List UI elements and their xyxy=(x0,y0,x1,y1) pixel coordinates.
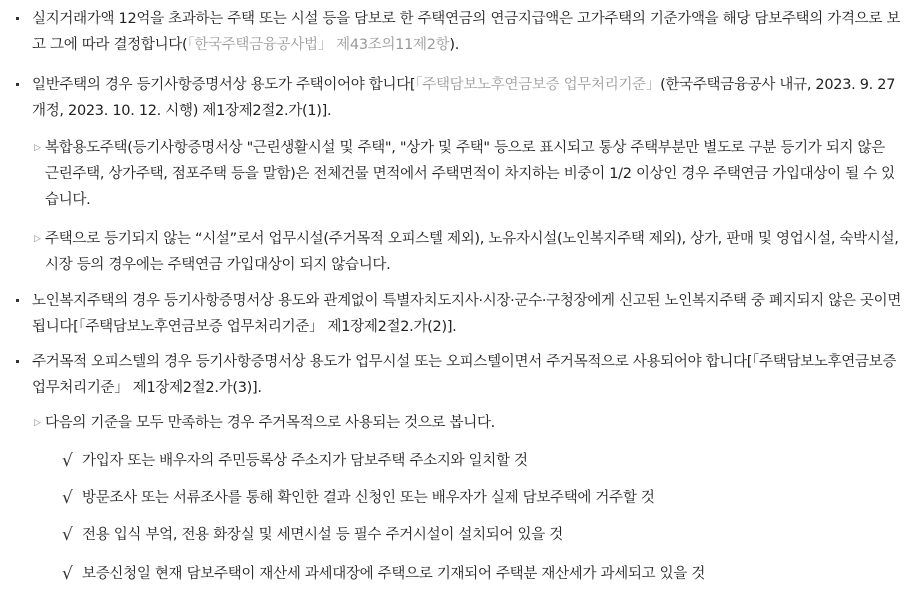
check-icon: √ xyxy=(62,451,73,471)
bullet-marker xyxy=(16,83,19,86)
check-text: 보증신청일 현재 담보주택이 재산세 과세대장에 주택으로 기재되어 주택분 재산세가 과세되고 있을 것 xyxy=(82,566,706,582)
bullet-marker xyxy=(16,299,19,302)
triangle-marker: ▷ xyxy=(34,143,41,153)
check-item xyxy=(62,485,902,511)
check-icon: √ xyxy=(62,488,73,508)
paragraph-text: 주거목적 오피스텔의 경우 등기사항증명서상 용도가 업무시설 또는 오피스텔이면서 주거목적으로 사용되어야 합니다[「주택담보노후연금보증 업무처리기준」 제1장제2절2.가(3)]. xyxy=(32,354,897,396)
sub-item xyxy=(34,135,900,213)
check-item xyxy=(62,522,902,548)
check-text: 가입자 또는 배우자의 주민등록상 주소지가 담보주택 주소지와 일치할 것 xyxy=(82,453,528,469)
guideline-link[interactable]: 「주택담보노후연금보증 업무처리기준」 xyxy=(415,77,661,93)
check-item xyxy=(62,448,902,474)
sub-item xyxy=(34,226,900,278)
bullet-item xyxy=(16,6,904,58)
check-text: 전용 입식 부엌, 전용 화장실 및 세면시설 등 필수 주거시설이 설치되어 있을 것 xyxy=(82,527,563,543)
paragraph-text: 일반주택의 경우 등기사항증명서상 용도가 주택이어야 합니다[「주택담보노후연금보증 업무처리기준」(한국주택금융공사 내규, 2023. 9. 27 개정, 2023. 10. 12. 시행) 제1장제2절2.가(1)]. xyxy=(32,77,896,119)
check-icon: √ xyxy=(62,564,73,584)
triangle-marker: ▷ xyxy=(34,418,41,428)
paragraph-text: 주택으로 등기되지 않는 “시설”로서 업무시설(주거목적 오피스텔 제외), 노유자시설(노인복지주택 제외), 상가, 판매 및 영업시설, 숙박시설, 시장 등의 경우에는 주택연금 가입대상이 되지 않습니다. xyxy=(45,231,899,273)
check-text: 방문조사 또는 서류조사를 통해 확인한 결과 신청인 또는 배우자가 실제 담보주택에 거주할 것 xyxy=(82,490,655,506)
bullet-marker xyxy=(16,17,19,20)
bullet-item xyxy=(16,288,904,340)
triangle-marker: ▷ xyxy=(34,234,41,244)
bullet-marker xyxy=(16,360,19,363)
bullet-item xyxy=(16,72,904,124)
law-link[interactable]: 「한국주택금융공사법」 제43조의11제2항 xyxy=(187,37,450,53)
sub-item xyxy=(34,410,900,436)
check-item xyxy=(62,561,902,587)
paragraph-text: 실지거래가액 12억을 초과하는 주택 또는 시설 등을 담보로 한 주택연금의 연금지급액은 고가주택의 기준가액을 해당 담보주택의 가격으로 보고 그에 따라 결정합니다(「한국주택금융공사법」 제43조의11제2항). xyxy=(32,11,901,53)
check-icon: √ xyxy=(62,525,73,545)
paragraph-text: 노인복지주택의 경우 등기사항증명서상 용도와 관계없이 특별자치도지사·시장·군수·구청장에게 신고된 노인복지주택 중 폐지되지 않은 곳이면 됩니다[「주택담보노후연금보증 업무처리기준」 제1장제2절2.가(2)]. xyxy=(32,293,902,335)
bullet-item xyxy=(16,349,904,401)
paragraph-text: 다음의 기준을 모두 만족하는 경우 주거목적으로 사용되는 것으로 봅니다. xyxy=(45,415,495,431)
paragraph-text: 복합용도주택(등기사항증명서상 "근린생활시설 및 주택", "상가 및 주택" 등으로 표시되고 통상 주택부분만 별도로 구분 등기가 되지 않은 근린주택, 상가주택, 점포주택 등을 말함)은 전체건물 면적에서 주택면적이 차지하는 비중이 1/2 이상인 경우 주택연금 가입대상이 될 수 있습니다. xyxy=(45,140,895,208)
